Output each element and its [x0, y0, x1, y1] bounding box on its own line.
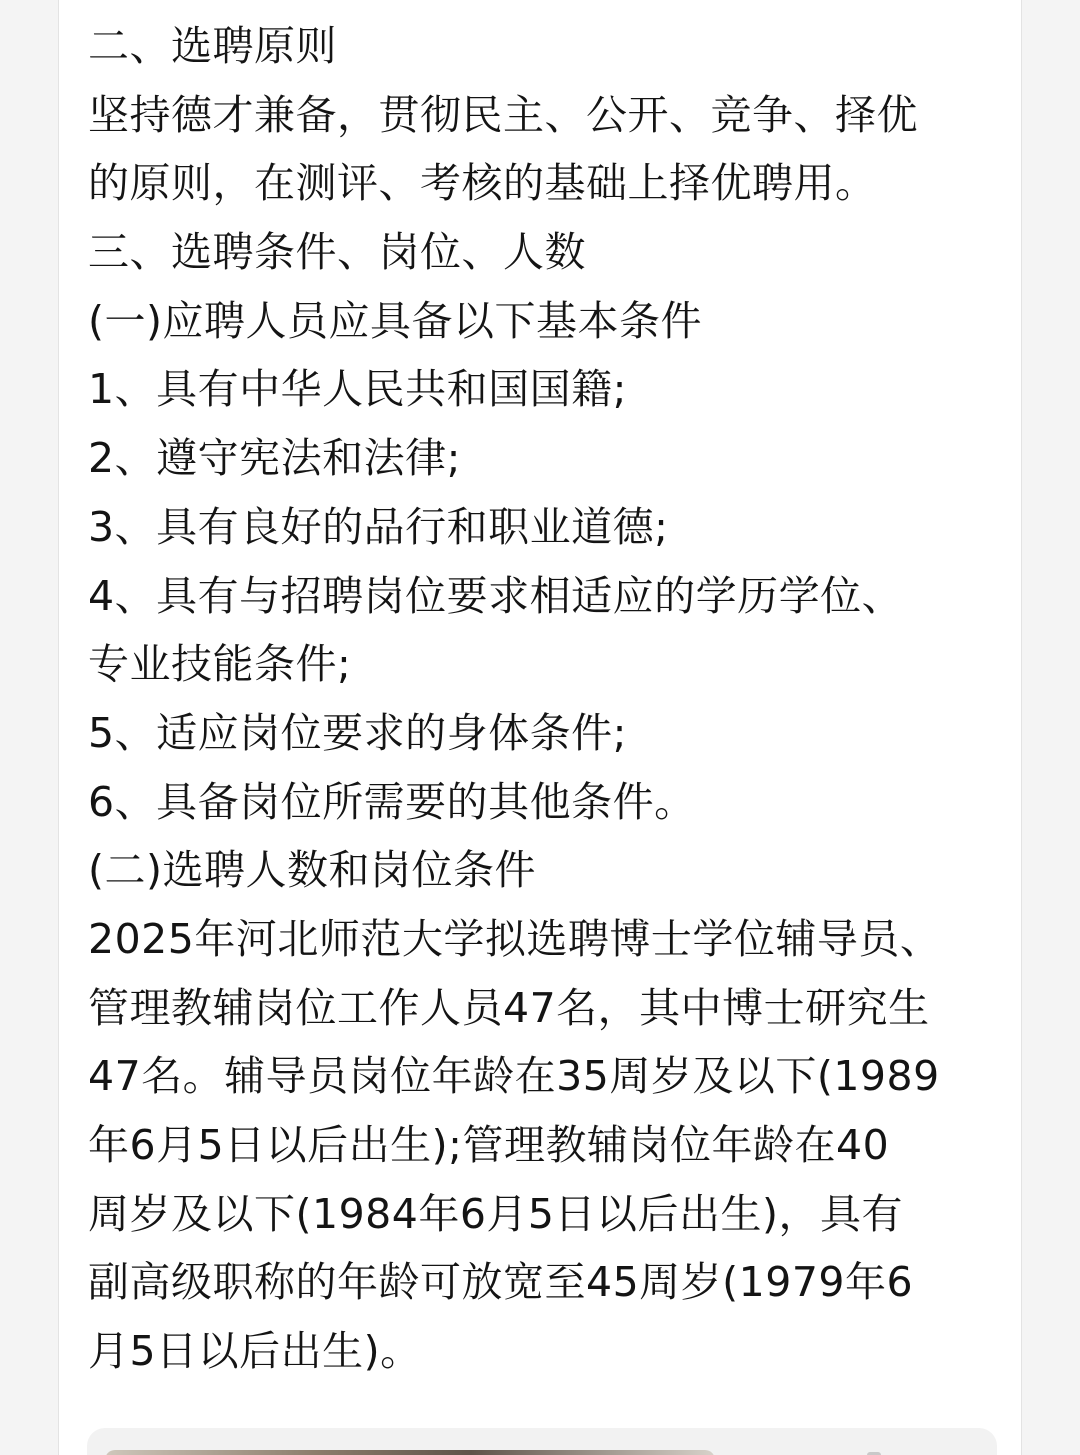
section-heading-selection-principle: 二、选聘原则 [88, 22, 337, 70]
condition-item-6: 6、具备岗位所需要的其他条件。 [88, 777, 696, 826]
condition-item-5: 5、适应岗位要求的身体条件; [88, 708, 627, 757]
paragraph-line: 坚持德才兼备，贯彻民主、公开、竞争、择优 [88, 90, 918, 139]
image-thumbnail[interactable] [105, 1450, 715, 1455]
paragraph-line: 副高级职称的年龄可放宽至45周岁(1979年6 [88, 1258, 914, 1307]
next-content-preview[interactable] [87, 1428, 997, 1455]
condition-item-4: 4、具有与招聘岗位要求相适应的学历学位、 [88, 571, 904, 620]
article-body [88, 12, 1008, 1386]
paragraph-line: 管理教辅岗位工作人员47名，其中博士研究生 [88, 983, 930, 1032]
section-heading-conditions: 三、选聘条件、岗位、人数 [88, 228, 586, 277]
paragraph-line: 月5日以后出生)。 [88, 1327, 422, 1376]
subheading-basic-conditions: (一)应聘人员应具备以下基本条件 [88, 296, 702, 345]
condition-item-1: 1、具有中华人民共和国国籍; [88, 365, 627, 414]
article-card [58, 0, 1022, 1455]
condition-item-3: 3、具有良好的品行和职业道德; [88, 502, 669, 551]
paragraph-line: 2025年河北师范大学拟选聘博士学位辅导员、 [88, 914, 942, 963]
paragraph-line: 周岁及以下(1984年6月5日以后出生)，具有 [88, 1189, 904, 1238]
subheading-positions: (二)选聘人数和岗位条件 [88, 846, 536, 895]
paragraph-line: 年6月5日以后出生);管理教辅岗位年龄在40 [88, 1121, 890, 1169]
condition-item-2: 2、遵守宪法和法律; [88, 434, 461, 483]
paragraph-line: 47名。辅导员岗位年龄在35周岁及以下(1989 [88, 1052, 940, 1101]
paragraph-line: 的原则，在测评、考核的基础上择优聘用。 [88, 159, 877, 208]
condition-item-4-continued: 专业技能条件; [88, 640, 352, 689]
